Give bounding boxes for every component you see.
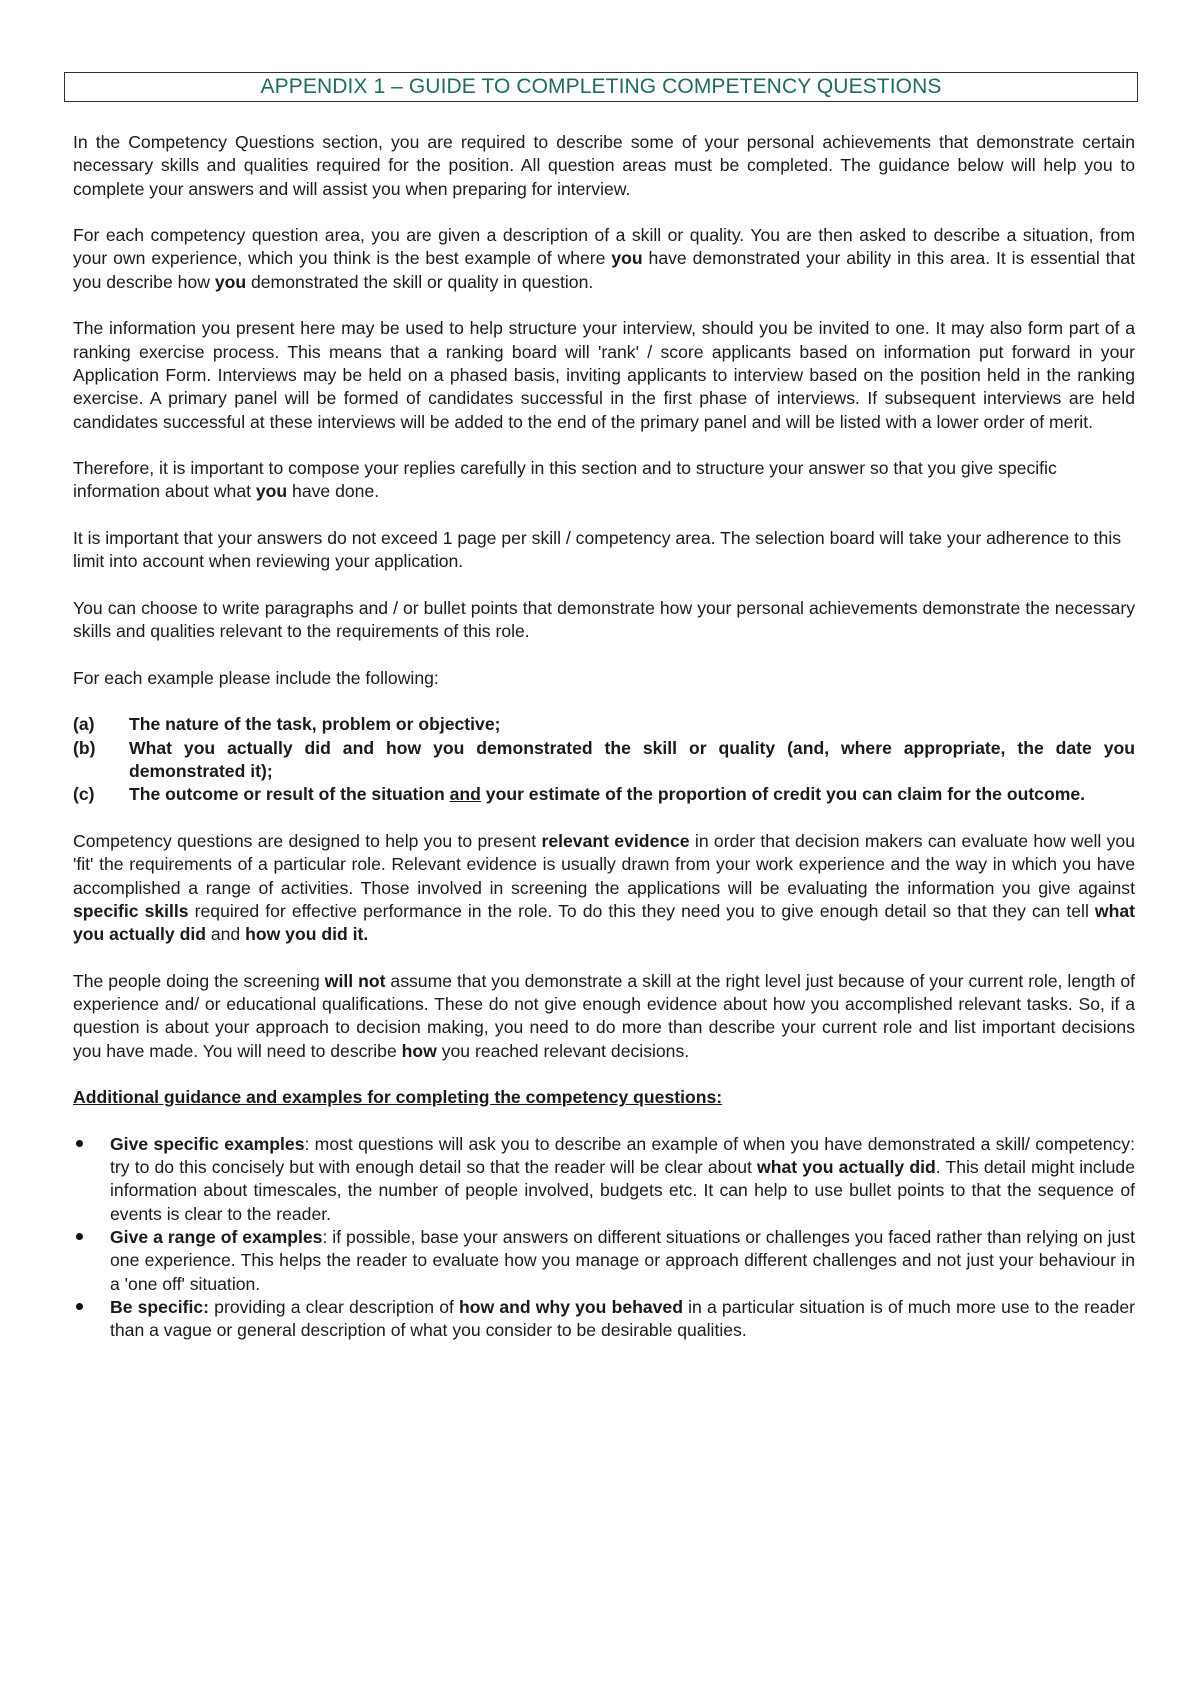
list-text [129,783,1135,806]
list-text: The nature of the task, problem or objective; [129,714,501,735]
bold-text: you [611,248,643,269]
bullet-icon [74,1133,84,1156]
text-run: demonstrated the skill or quality in question. [246,271,594,292]
bullet-item [73,1226,1135,1296]
bold-text: what you actually did [73,900,1135,945]
text-run: assume that you demonstrate a skill at the right level just because of your current role, length of experience and/ or educational qualifications. These do not give enough evidence about how you accomplished relevant tasks. So, if a question is about your approach to decision making, you need to do more than describe your current role and list important decisions you have made. You will need to describe [73,970,1135,1061]
bold-text: will not [324,970,386,991]
paragraph-ranking: The information you present here may be used to help structure your interview, should you be invited to one. It may also form part of a ranking exercise process. This means that a ranking board will 'rank' / score applicants based on information put forward in your Application Form. Interviews may be held on a phased basis, inviting applicants to interview based on the position held in the ranking exercise. A primary panel will be formed of candidates successful in the first phase of interviews. If subsequent interviews are held candidates successful at these interviews will be added to the end of the primary panel and will be listed with a lower order of merit. [73,318,1135,432]
paragraph-therefore [73,457,1135,504]
paragraph-format: You can choose to write paragraphs and / or bullet points that demonstrate how your personal achievements demonstrate the necessary skills and qualities relevant to the requirements of this role. [73,597,1135,642]
list-label: (a) [73,714,95,735]
list-label: (b) [73,737,96,758]
bold-text: specific skills [73,900,189,921]
text-run: you reached relevant decisions. [436,1040,690,1061]
bold-text: Give a range of examples [110,1226,323,1247]
paragraph-include: For each example please include the following: [73,667,439,688]
text-run: Therefore, it is important to compose your replies carefully in this section and to structure your answer so that you give specific information about what [73,458,1057,502]
text-run: Competency questions are designed to help you to present [73,830,542,851]
list-item [73,737,1135,784]
underlined-text: and [449,784,481,805]
bold-text: how and why you behaved [459,1296,683,1317]
text-run: have demonstrated your ability in this area. It is essential that you describe how [73,248,1135,292]
bullet-icon [74,1226,84,1249]
paragraph-evidence [73,830,1135,946]
paragraph-page-limit: It is important that your answers do not exceed 1 page per skill / competency area. The selection board will take your adherence to this limit into account when reviewing your application. [73,528,1122,572]
bullet-list [73,1133,1135,1343]
list-text: What you actually did and how you demonstrated the skill or quality (and, where appropriate, the date you demonstrated it); [129,737,1135,782]
bold-text: Be specific: [110,1296,210,1317]
list-label: (c) [73,784,95,805]
section-subheading: Additional guidance and examples for completing the competency questions: [73,1087,723,1108]
list-item [73,783,1135,806]
bold-text: Give specific examples [110,1133,305,1154]
text-run: in a particular situation is of much more use to the reader than a vague or general description of what you consider to be desirable qualities. [110,1296,1135,1341]
text-run: in order that decision makers can evaluate how well you 'fit' the requirements of a particular role. Relevant evidence is usually drawn from your work experience and the way in which you have accomplished a range of activities. Those involved in screening the applications will be evaluating the information you give against [73,830,1135,898]
paragraph-intro: In the Competency Questions section, you are required to describe some of your personal achievements that demonstrate certain necessary skills and qualities required for the position. All question areas must be completed. The guidance below will help you to complete your answers and will assist you when preparing for interview. [73,132,1135,199]
list-item [73,713,1135,736]
page-title: APPENDIX 1 – GUIDE TO COMPLETING COMPETENCY QUESTIONS [64,72,1138,102]
text-run: : most questions will ask you to describe an example of when you have demonstrated a skill/ competency: try to do this concisely but with enough detail so that the reader will be clear about [110,1133,1135,1178]
text-run: For each competency question area, you are given a description of a skill or quality. You are then asked to describe a situation, from your own experience, which you think is the best example of where [73,225,1135,269]
text-run: required for effective performance in the role. To do this they need you to give enough detail so that they can tell [188,900,1095,921]
document-body [73,131,1135,1342]
bold-text: you [214,271,247,292]
text-run: your estimate of the proportion of credit you can claim for the outcome. [480,784,1086,805]
text-run: The people doing the screening [73,970,325,991]
text-run: have done. [287,481,380,502]
lettered-list [73,713,1135,806]
bullet-item [73,1133,1135,1226]
bold-text: you [255,481,288,502]
paragraph-situation [73,224,1135,294]
bullet-icon [74,1296,84,1319]
text-run: : if possible, base your answers on different situations or challenges you faced rather than relying on just one experience. This helps the reader to evaluate how you manage or approach different challenges and not just your behaviour in a 'one off' situation. [110,1226,1135,1294]
bold-text: relevant evidence [541,830,690,851]
text-run: and [205,924,246,945]
bold-text: how you did it. [245,924,369,945]
text-run: . This detail might include information about timescales, the number of people involved, budgets etc. It can help to use bullet points to that the sequence of events is clear to the reader. [110,1157,1135,1224]
bold-text: how [401,1040,437,1061]
bold-text: what you actually did [757,1157,936,1178]
text-run: providing a clear description of [209,1296,460,1317]
paragraph-screening [73,970,1135,1063]
text-run: The outcome or result of the situation [129,784,450,805]
bullet-item [73,1296,1135,1343]
